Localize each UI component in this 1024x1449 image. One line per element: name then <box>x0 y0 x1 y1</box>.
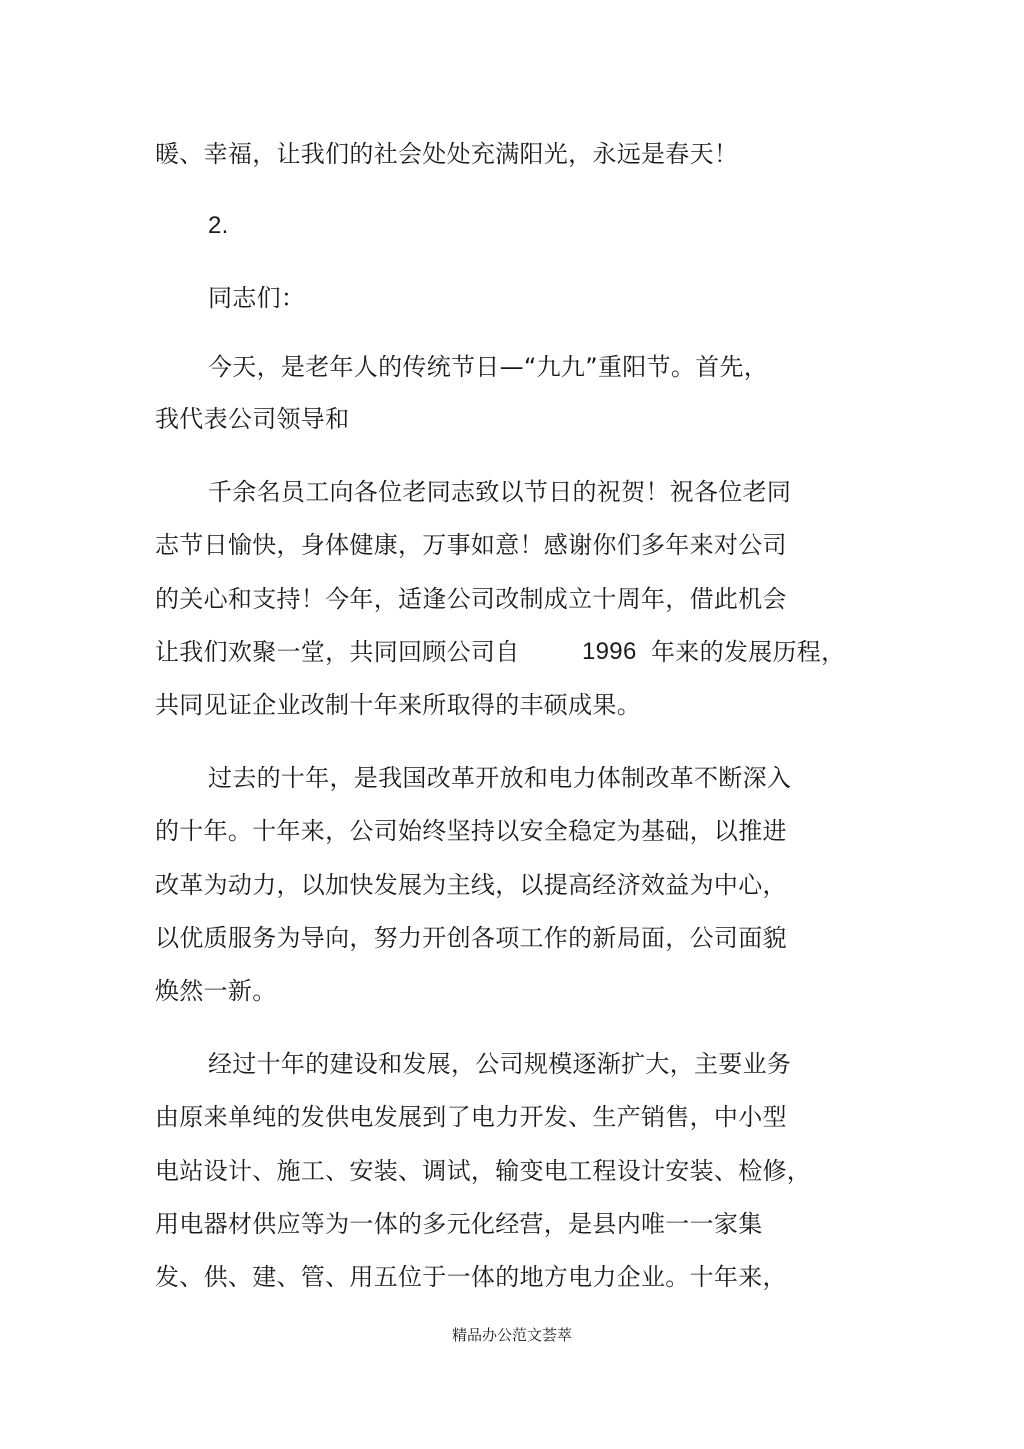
text-line: 以优质服务为导向，努力开创各项工作的新局面，公司面貌 <box>155 924 787 952</box>
text-line: 用电器材供应等为一体的多元化经营，是县内唯一一家集 <box>155 1210 763 1238</box>
page-footer: 精品办公范文荟萃 <box>451 1326 572 1344</box>
text-line: 由原来单纯的发供电发展到了电力开发、生产销售，中小型 <box>155 1103 787 1131</box>
text-line: 的关心和支持！今年，适逢公司改制成立十周年，借此机会 <box>155 585 787 613</box>
year-number: 1996 <box>582 638 637 665</box>
text-line: 改革为动力，以加快发展为主线，以提高经济效益为中心， <box>155 871 787 899</box>
text-line: 暖、幸福，让我们的社会处处充满阳光，永远是春天！ <box>155 140 739 168</box>
section-number: 2. <box>208 212 229 239</box>
text-line: 我代表公司领导和 <box>155 405 350 433</box>
text-line: 电站设计、施工、安装、调试，输变电工程设计安装、检修， <box>155 1157 812 1185</box>
text-line: 志节日愉快，身体健康，万事如意！感谢你们多年来对公司 <box>155 531 787 559</box>
text-line: 今天，是老年人的传统节日—“九九”重阳节。首先， <box>208 353 769 381</box>
text-line: 发、供、建、管、用五位于一体的地方电力企业。十年来， <box>155 1263 787 1291</box>
text-line: 过去的十年，是我国改革开放和电力体制改革不断深入 <box>208 764 792 792</box>
text-line: 的十年。十年来，公司始终坚持以安全稳定为基础，以推进 <box>155 817 787 845</box>
text-line: 共同见证企业改制十年来所取得的丰硕成果。 <box>155 691 641 719</box>
salutation: 同志们： <box>208 284 306 312</box>
text-line: 让我们欢聚一堂，共同回顾公司自 <box>155 638 520 666</box>
text-line: 年来的发展历程， <box>651 638 846 666</box>
text-line: 千余名员工向各位老同志致以节日的祝贺！祝各位老同 <box>208 478 792 506</box>
text-line: 焕然一新。 <box>155 977 277 1005</box>
text-line: 经过十年的建设和发展，公司规模逐渐扩大，主要业务 <box>208 1050 792 1078</box>
